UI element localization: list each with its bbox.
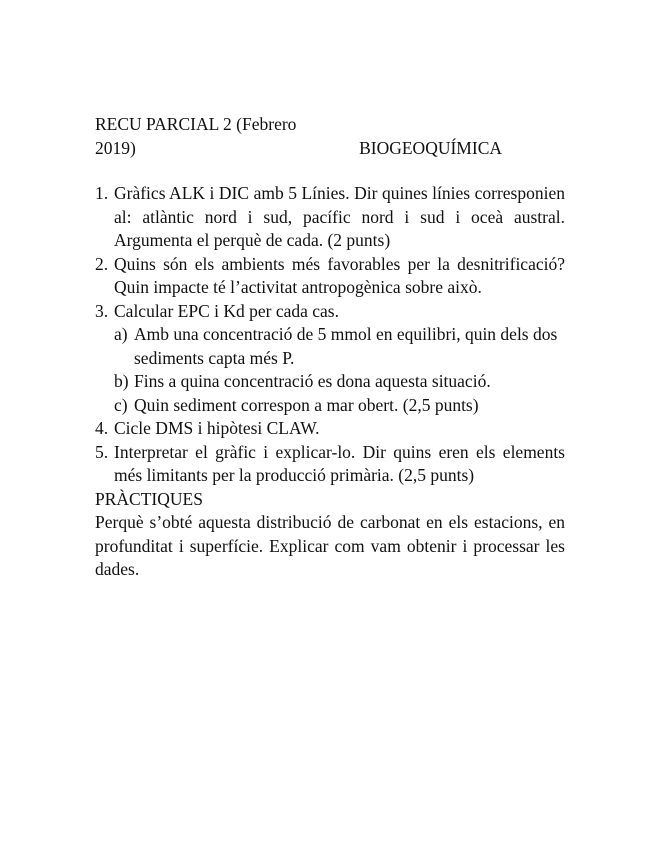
question-text: Calcular EPC i Kd per cada cas. <box>114 300 339 321</box>
question-text: Cicle DMS i hipòtesi CLAW. <box>114 418 320 438</box>
exam-title: RECU PARCIAL 2 (Febrero <box>95 114 297 134</box>
subject-name: BIOGEOQUÍMICA <box>359 137 502 158</box>
practice-section-title: PRÀCTIQUES <box>95 488 203 509</box>
question-3-part-c <box>95 394 565 418</box>
question-text: Interpretar el gràfic i explicar-lo. Dir quins eren els elements més limitants per la producció primària. (2,5 punts) <box>114 441 565 485</box>
subquestion-text: Fins a quina concentració es dona aquesta situació. <box>134 371 491 391</box>
question-1 <box>95 182 565 253</box>
question-3-part-a <box>95 323 565 370</box>
question-number: 3. <box>95 300 109 321</box>
question-number: 1. <box>95 183 109 203</box>
question-text: Quins són els ambients més favorables per la desnitrificació? Quin impacte té l’activitat antropogènica sobre això. <box>114 253 565 297</box>
question-3 <box>95 300 565 324</box>
question-2 <box>95 253 565 300</box>
question-text: Gràfics ALK i DIC amb 5 Línies. Dir quines línies corresponien al: atlàntic nord i sud, pacífic nord i sud i oceà austral. Argumenta el perquè de cada. (2 punts) <box>114 183 565 250</box>
question-5 <box>95 441 565 488</box>
subquestion-text: Amb una concentració de 5 mmol en equilibri, quin dels dos sediments capta més P. <box>134 324 558 368</box>
exam-header <box>95 113 535 160</box>
question-number: 5. <box>95 441 109 462</box>
exam-date: 2019) <box>95 137 136 158</box>
question-number: 2. <box>95 253 109 274</box>
subquestion-letter: a) <box>114 324 128 344</box>
exam-title-line2 <box>95 137 502 161</box>
subquestion-text: Quin sediment correspon a mar obert. (2,5 punts) <box>134 394 479 415</box>
question-number: 4. <box>95 418 109 438</box>
subquestion-letter: b) <box>114 371 129 391</box>
practice-question-text: Perquè s’obté aquesta distribució de carbonat en els estacions, en profunditat i superfície. Explicar com vam obtenir i processar les dades. <box>95 512 565 579</box>
question-4 <box>95 417 565 441</box>
exam-body <box>95 182 565 582</box>
subquestion-letter: c) <box>114 394 128 415</box>
question-3-part-b <box>95 370 565 394</box>
